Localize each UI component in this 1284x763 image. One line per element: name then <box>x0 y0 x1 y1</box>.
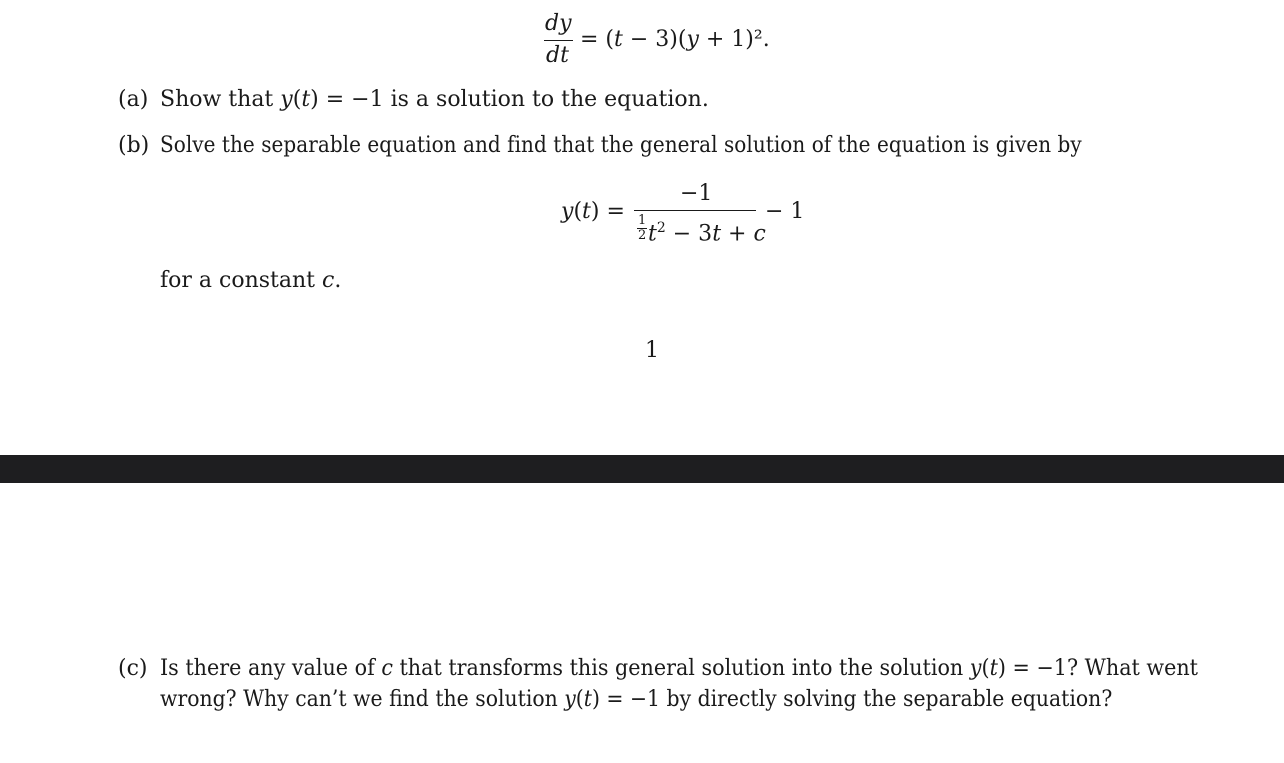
page-divider <box>0 455 1284 483</box>
part-b-label: (b) <box>118 133 150 158</box>
solution-fraction-bar <box>634 210 756 211</box>
for-constant-text: for a constant c. <box>160 268 342 293</box>
part-c-label: (c) <box>118 656 148 681</box>
half-numerator: 1 <box>638 213 647 228</box>
solution-tail: − 1 <box>765 199 805 224</box>
eq-rhs: = (t − 3)(y + 1)². <box>580 27 770 52</box>
page-number: 1 <box>645 338 659 363</box>
part-a-label: (a) <box>118 87 149 112</box>
solution-lhs: y(t) = <box>561 199 625 224</box>
solution-numerator: −1 <box>680 181 713 206</box>
part-c-line-1: Is there any value of c that transforms this general solution into the solution y(t) = −1? What went <box>160 656 1198 681</box>
part-c-line-2: wrong? Why can’t we find the solution y(t) = −1 by directly solving the separable equation? <box>160 687 1113 712</box>
part-a-text: Show that y(t) = −1 is a solution to the equation. <box>160 87 709 112</box>
eq-numerator: dy <box>545 11 572 36</box>
solution-denominator: $t^2 - 3t + c$ <box>648 220 766 247</box>
part-b-text: Solve the separable equation and find that the general solution of the equation is given by <box>160 133 1082 158</box>
half-denominator: 2 <box>638 228 647 243</box>
eq-denominator: dt <box>546 43 569 68</box>
